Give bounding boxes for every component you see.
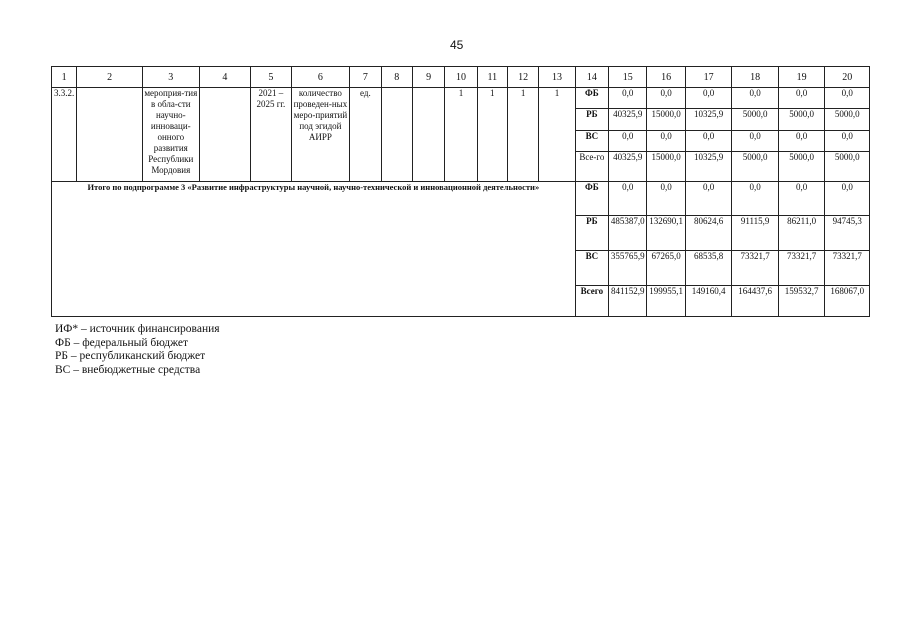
item-unit: ед. (350, 88, 381, 182)
value-cell: 5000,0 (778, 152, 825, 182)
header-cell: 7 (350, 67, 381, 88)
legend-item: ФБ – федеральный бюджет (55, 336, 189, 349)
legend-item: ВС – внебюджетные средства (55, 363, 201, 376)
item-name: мероприя-тия в обла-сти научно-инноваци-онного развития Республики Мордовия (142, 88, 199, 182)
value-cell: 86211,0 (778, 216, 825, 251)
header-cell: 5 (251, 67, 291, 88)
funding-source: ВС (575, 251, 608, 286)
value-cell: 199955,1 (647, 286, 685, 317)
value-cell: 132690,1 (647, 216, 685, 251)
item-col12: 1 (507, 88, 538, 182)
value-cell: 5000,0 (732, 109, 779, 131)
item-col11: 1 (477, 88, 507, 182)
header-cell: 4 (199, 67, 251, 88)
value-cell: 5000,0 (825, 152, 870, 182)
value-cell: 5000,0 (732, 152, 779, 182)
header-cell: 9 (412, 67, 444, 88)
funding-source: РБ (575, 216, 608, 251)
item-col4 (199, 88, 251, 182)
header-cell: 15 (609, 67, 647, 88)
funding-source: Все-го (575, 152, 608, 182)
value-cell: 0,0 (647, 88, 685, 109)
item-col2 (77, 88, 143, 182)
item-col13: 1 (539, 88, 575, 182)
header-cell: 17 (685, 67, 732, 88)
header-cell: 1 (52, 67, 77, 88)
table-row (52, 88, 870, 109)
value-cell: 0,0 (685, 131, 732, 152)
value-cell: 0,0 (685, 88, 732, 109)
header-cell: 13 (539, 67, 575, 88)
value-cell: 0,0 (825, 88, 870, 109)
value-cell: 68535,8 (685, 251, 732, 286)
value-cell: 0,0 (685, 182, 732, 216)
value-cell: 73321,7 (825, 251, 870, 286)
value-cell: 5000,0 (778, 109, 825, 131)
total-row (52, 182, 870, 216)
value-cell: 94745,3 (825, 216, 870, 251)
value-cell: 149160,4 (685, 286, 732, 317)
header-cell: 2 (77, 67, 143, 88)
item-period: 2021 – 2025 гг. (251, 88, 291, 182)
funding-source: ВС (575, 131, 608, 152)
value-cell: 40325,9 (609, 109, 647, 131)
budget-table (51, 66, 870, 317)
value-cell: 67265,0 (647, 251, 685, 286)
value-cell: 159532,7 (778, 286, 825, 317)
value-cell: 0,0 (732, 182, 779, 216)
header-cell: 3 (142, 67, 199, 88)
value-cell: 168067,0 (825, 286, 870, 317)
value-cell: 0,0 (778, 88, 825, 109)
value-cell: 0,0 (778, 131, 825, 152)
header-cell: 16 (647, 67, 685, 88)
value-cell: 0,0 (609, 131, 647, 152)
value-cell: 0,0 (778, 182, 825, 216)
item-indicator: количество проведен-ных меро-приятий под эгидой АИРР (291, 88, 350, 182)
header-cell: 12 (507, 67, 538, 88)
value-cell: 0,0 (609, 182, 647, 216)
value-cell: 73321,7 (778, 251, 825, 286)
header-cell: 19 (778, 67, 825, 88)
value-cell: 0,0 (609, 88, 647, 109)
value-cell: 0,0 (825, 131, 870, 152)
header-cell: 20 (825, 67, 870, 88)
value-cell: 841152,9 (609, 286, 647, 317)
value-cell: 0,0 (647, 131, 685, 152)
funding-source: ФБ (575, 182, 608, 216)
legend-item: ИФ* – источник финансирования (55, 323, 220, 335)
value-cell: 164437,6 (732, 286, 779, 317)
value-cell: 73321,7 (732, 251, 779, 286)
header-cell: 18 (732, 67, 779, 88)
header-cell: 10 (445, 67, 477, 88)
header-cell: 6 (291, 67, 350, 88)
legend (55, 323, 220, 377)
value-cell: 485387,0 (609, 216, 647, 251)
value-cell: 10325,9 (685, 152, 732, 182)
value-cell: 0,0 (825, 182, 870, 216)
header-row (52, 67, 870, 88)
funding-source: Всего (575, 286, 608, 317)
value-cell: 15000,0 (647, 152, 685, 182)
value-cell: 15000,0 (647, 109, 685, 131)
page-number: 45 (450, 38, 464, 52)
header-cell: 11 (477, 67, 507, 88)
item-col8 (381, 88, 412, 182)
value-cell: 40325,9 (609, 152, 647, 182)
funding-source: ФБ (575, 88, 608, 109)
value-cell: 80624,6 (685, 216, 732, 251)
header-cell: 8 (381, 67, 412, 88)
value-cell: 91115,9 (732, 216, 779, 251)
header-cell: 14 (575, 67, 608, 88)
item-number: 3.3.2. (52, 88, 77, 182)
value-cell: 0,0 (732, 131, 779, 152)
value-cell: 0,0 (647, 182, 685, 216)
funding-source: РБ (575, 109, 608, 131)
total-title: Итого по подпрограмме 3 «Развитие инфраструктуры научной, научно-технической и инновационной деятельности» (52, 182, 576, 317)
item-col9 (412, 88, 444, 182)
value-cell: 10325,9 (685, 109, 732, 131)
legend-item: РБ – республиканский бюджет (55, 350, 206, 362)
value-cell: 5000,0 (825, 109, 870, 131)
value-cell: 0,0 (732, 88, 779, 109)
item-col10: 1 (445, 88, 477, 182)
value-cell: 355765,9 (609, 251, 647, 286)
